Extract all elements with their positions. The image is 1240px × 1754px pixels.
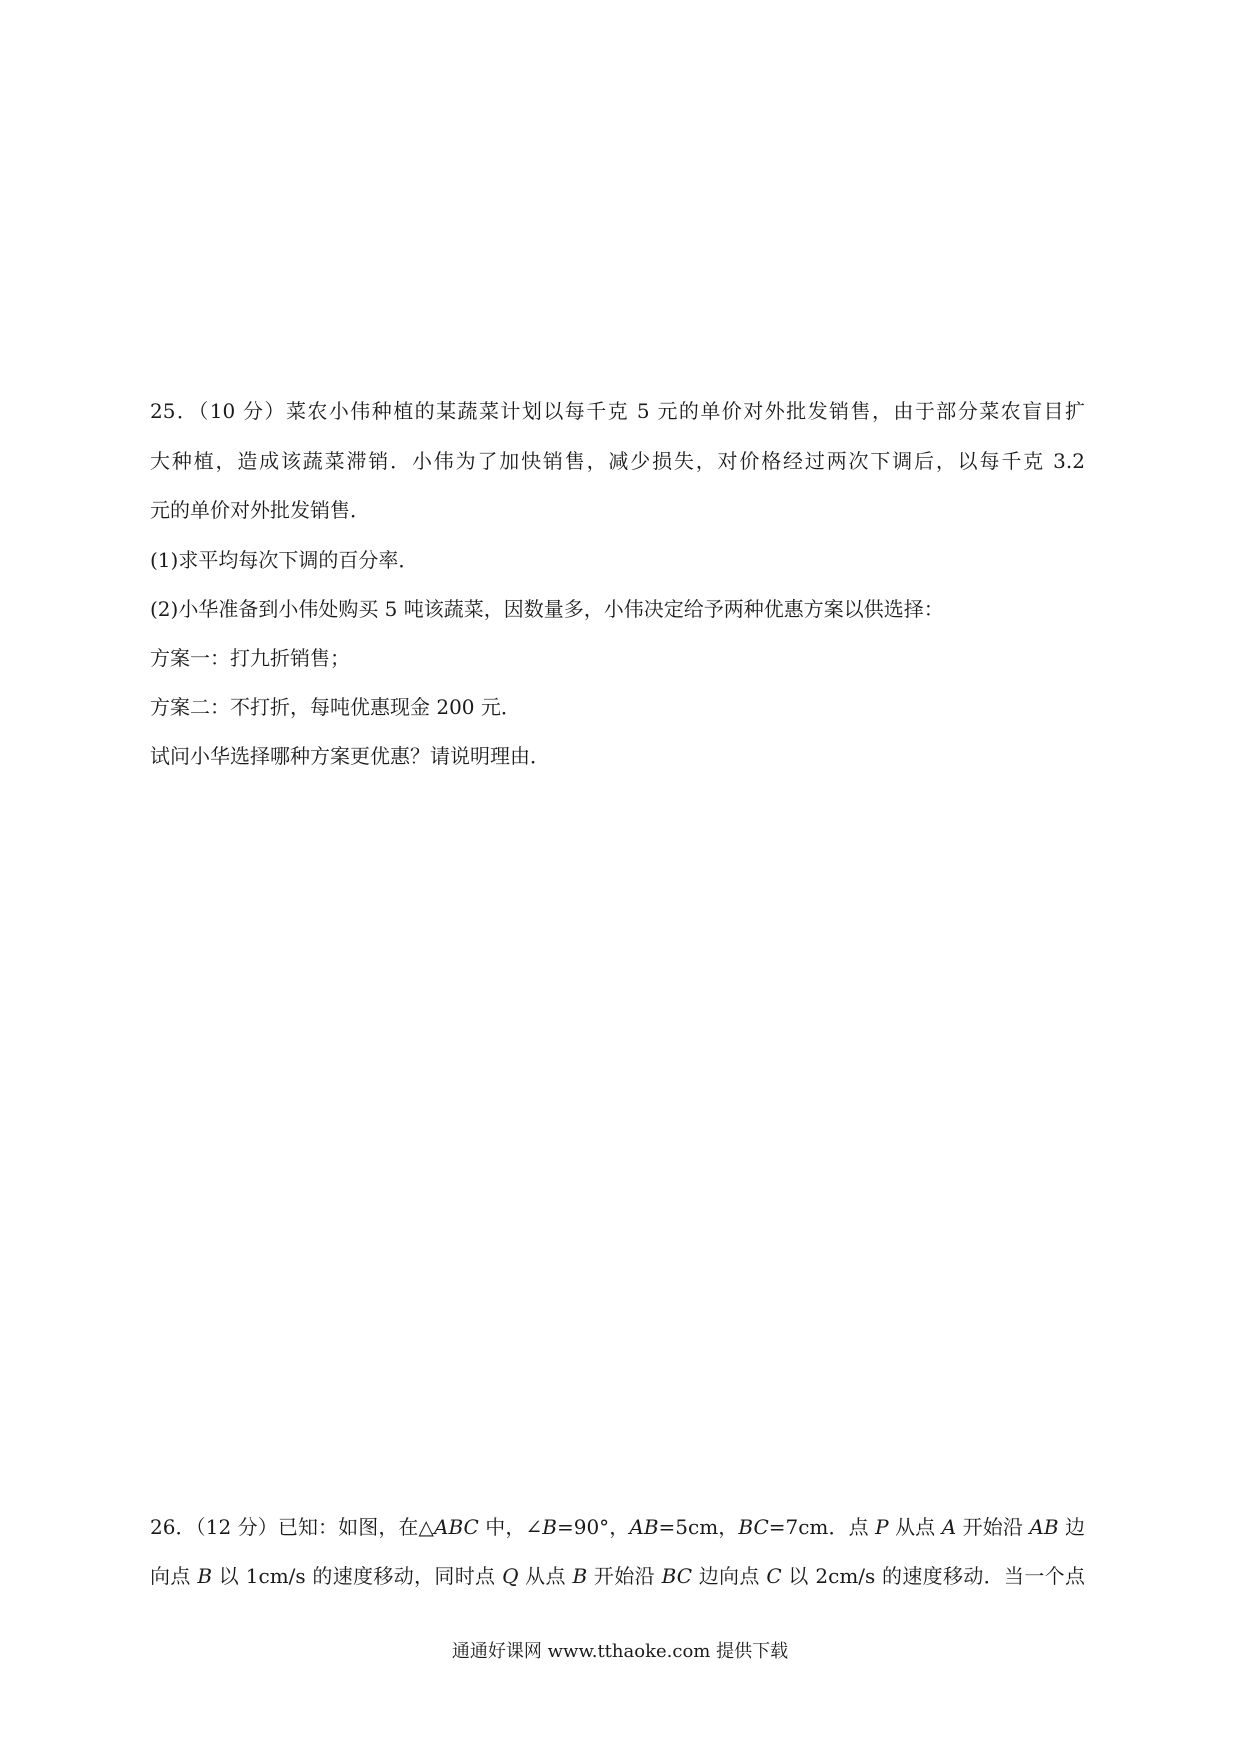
page-footer: 通通好课网 www.tthaoke.com 提供下载 — [451, 1641, 789, 1662]
math-var: Q — [502, 1564, 519, 1588]
text-run: =5cm， — [658, 1515, 739, 1539]
text-run: 以 2cm/s 的速度移动．当一个点 — [781, 1564, 1086, 1588]
math-var: A — [941, 1515, 957, 1539]
text-run: 从点 — [888, 1515, 942, 1539]
q26-line-1 — [150, 1514, 1085, 1540]
math-var: B — [197, 1564, 213, 1588]
text-run: 边向点 — [692, 1564, 767, 1588]
text-run: 开始沿 — [587, 1564, 662, 1588]
text-run: 中，∠ — [478, 1515, 543, 1539]
q25-line-2: 大种植，造成该蔬菜滞销．小伟为了加快销售，减少损失，对价格经过两次下调后，以每千克 3.2 — [150, 449, 1085, 473]
q25-plan-1: 方案一：打九折销售； — [150, 646, 350, 670]
text-run: 从点 — [518, 1564, 573, 1588]
q25-question: 试问小华选择哪种方案更优惠？请说明理由． — [150, 744, 550, 768]
q25-plan-2: 方案二：不打折，每吨优惠现金 200 元． — [150, 695, 521, 719]
math-var: AB — [629, 1515, 659, 1539]
text-run: 26．（12 分）已知：如图，在△ — [150, 1515, 435, 1539]
math-var: BC — [661, 1564, 692, 1588]
math-var: ABC — [434, 1515, 479, 1539]
math-var: P — [875, 1515, 889, 1539]
q25-part-1: (1)求平均每次下调的百分率． — [150, 548, 419, 572]
q25-line-1: 25．（10 分）菜农小伟种植的某蔬菜计划以每千克 5 元的单价对外批发销售，由于部分菜农盲目扩 — [150, 399, 1085, 423]
q26-line-2 — [150, 1563, 1085, 1589]
math-var: B — [542, 1515, 557, 1539]
text-run: 开始沿 — [956, 1515, 1030, 1539]
text-run: 边 — [1058, 1515, 1086, 1539]
math-var: BC — [738, 1515, 769, 1539]
text-run: =90°， — [556, 1515, 630, 1539]
text-run: 以 1cm/s 的速度移动，同时点 — [212, 1564, 503, 1588]
text-run: =7cm．点 — [768, 1515, 876, 1539]
math-var: AB — [1029, 1515, 1059, 1539]
math-var: C — [766, 1564, 782, 1588]
math-var: B — [572, 1564, 588, 1588]
q25-part-2: (2)小华准备到小伟处购买 5 吨该蔬菜，因数量多，小伟决定给予两种优惠方案以供选择： — [150, 597, 944, 621]
text-run: 向点 — [150, 1564, 198, 1588]
q25-line-3: 元的单价对外批发销售． — [150, 498, 370, 522]
